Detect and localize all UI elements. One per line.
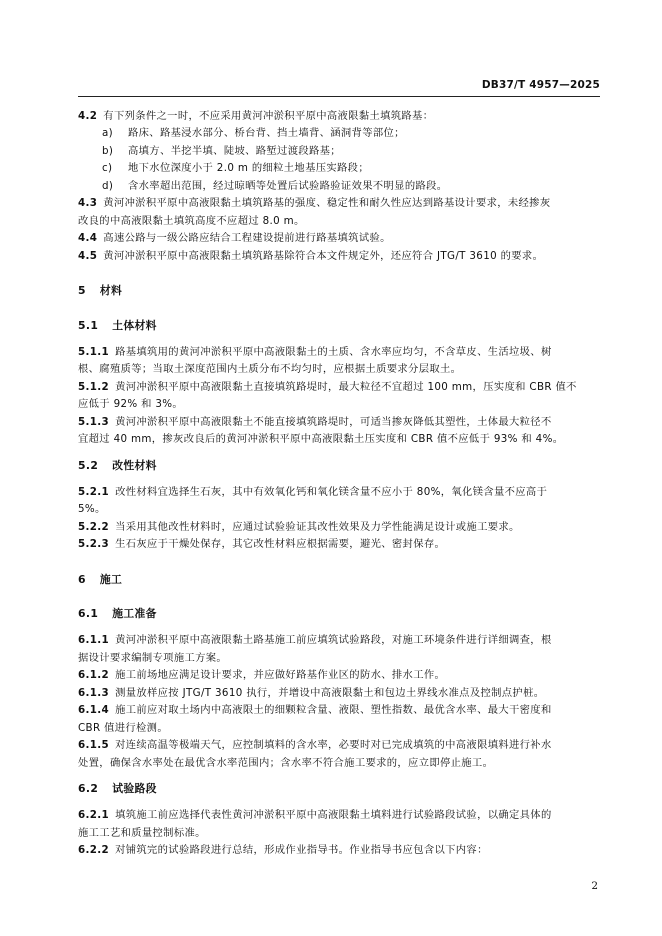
- clause-6-2-1: 6.2.1 填筑施工前应选择代表性黄河冲淤积平原中高液限黏土填料进行试验路段试验，以确定具体的: [78, 809, 552, 821]
- clause-6-1-4-cont: CBR 值进行检测。: [78, 722, 168, 734]
- clause-6-1-3: 6.1.3 测量放样应按 JTG/T 3610 执行，并增设中高液限黏土和包边土界线水准点及控制点护桩。: [78, 687, 545, 699]
- clause-5-2-1-cont: 5%。: [78, 503, 106, 515]
- clause-6-2-1-cont: 施工工艺和质量控制标准。: [78, 827, 206, 839]
- page-number: 2: [591, 880, 598, 892]
- clause-4-3-cont: 改良的中高液限黏土填筑高度不应超过 8.0 m。: [78, 215, 305, 227]
- clause-6-1-1: 6.1.1 黄河冲淤积平原中高液限黏土路基施工前应填筑试验路段，对施工环境条件进行详细调查，根: [78, 634, 552, 646]
- header-rule: [78, 96, 600, 97]
- clause-5-1-1-cont: 根、腐殖质等；当取土深度范围内土质分布不均匀时，应根据土质要求分层取土。: [78, 363, 462, 375]
- clause-5-2-1: 5.2.1 改性材料宜选择生石灰，其中有效氧化钙和氧化镁含量不应小于 80%，氧化镁含量不应高于: [78, 486, 548, 498]
- section-6-heading: 6 施工: [78, 573, 123, 586]
- clause-5-1-3: 5.1.3 黄河冲淤积平原中高液限黏土不能直接填筑路堤时，可适当掺灰降低其塑性，土体最大粒径不: [78, 416, 552, 428]
- clause-5-2-3: 5.2.3 生石灰应于干燥处保存，其它改性材料应根据需要，避光、密封保存。: [78, 538, 446, 550]
- clause-6-1-2: 6.1.2 施工前场地应满足设计要求，并应做好路基作业区的防水、排水工作。: [78, 669, 446, 681]
- section-6-2-heading: 6.2 试验路段: [78, 782, 157, 795]
- clause-4-2: 4.2 有下列条件之一时，不应采用黄河冲淤积平原中高液限黏土填筑路基：: [78, 110, 434, 122]
- section-5-2-heading: 5.2 改性材料: [78, 459, 157, 472]
- list-item-a: a) 路床、路基浸水部分、桥台背、挡土墙背、涵洞背等部位；: [102, 127, 405, 139]
- clause-6-1-4: 6.1.4 施工前应对取土场内中高液限土的细颗粒含量、液限、塑性指数、最优含水率、最大干密度和: [78, 704, 552, 716]
- clause-6-2-2: 6.2.2 对铺筑完的试验路段进行总结，形成作业指导书。作业指导书应包含以下内容：: [78, 844, 488, 856]
- section-5-heading: 5 材料: [78, 284, 123, 297]
- list-item-d: d) 含水率超出范围，经过晾晒等处置后试验路验证效果不明显的路段。: [102, 180, 448, 192]
- clause-6-1-5: 6.1.5 对连续高温等极端天气，应控制填料的含水率，必要时对已完成填筑的中高液限填料进行补水: [78, 739, 552, 751]
- clause-5-1-1: 5.1.1 路基填筑用的黄河冲淤积平原中高液限黏土的土质、含水率应均匀，不含草皮、生活垃圾、树: [78, 346, 552, 358]
- clause-6-1-5-cont: 处置，确保含水率处在最优含水率范围内；含水率不符合施工要求的，应立即停止施工。: [78, 757, 494, 769]
- clause-6-1-1-cont: 据设计要求编制专项施工方案。: [78, 652, 228, 664]
- document-code: DB37/T 4957—2025: [481, 79, 600, 91]
- clause-5-1-2: 5.1.2 黄河冲淤积平原中高液限黏土直接填筑路堤时，最大粒径不宜超过 100 mm，压实度和 CBR 值不: [78, 381, 577, 393]
- list-item-c: c) 地下水位深度小于 2.0 m 的细粒土地基压实路段；: [102, 162, 369, 174]
- clause-4-3: 4.3 黄河冲淤积平原中高液限黏土填筑路基的强度、稳定性和耐久性应达到路基设计要求，未经掺灰: [78, 197, 551, 209]
- clause-4-4: 4.4 高速公路与一级公路应结合工程建设提前进行路基填筑试验。: [78, 232, 391, 244]
- section-5-1-heading: 5.1 土体材料: [78, 319, 157, 332]
- clause-5-2-2: 5.2.2 当采用其他改性材料时，应通过试验验证其改性效果及力学性能满足设计或施工要求。: [78, 521, 520, 533]
- clause-4-5: 4.5 黄河冲淤积平原中高液限黏土填筑路基除符合本文件规定外，还应符合 JTG/T 3610 的要求。: [78, 250, 544, 262]
- section-6-1-heading: 6.1 施工准备: [78, 607, 157, 620]
- list-item-b: b) 高填方、半挖半填、陡坡、路堑过渡段路基；: [102, 145, 341, 157]
- clause-5-1-2-cont: 应低于 92% 和 3%。: [78, 398, 184, 410]
- clause-5-1-3-cont: 宜超过 40 mm，掺灰改良后的黄河冲淤积平原中高液限黏土压实度和 CBR 值不应低于 93% 和 4%。: [78, 433, 564, 445]
